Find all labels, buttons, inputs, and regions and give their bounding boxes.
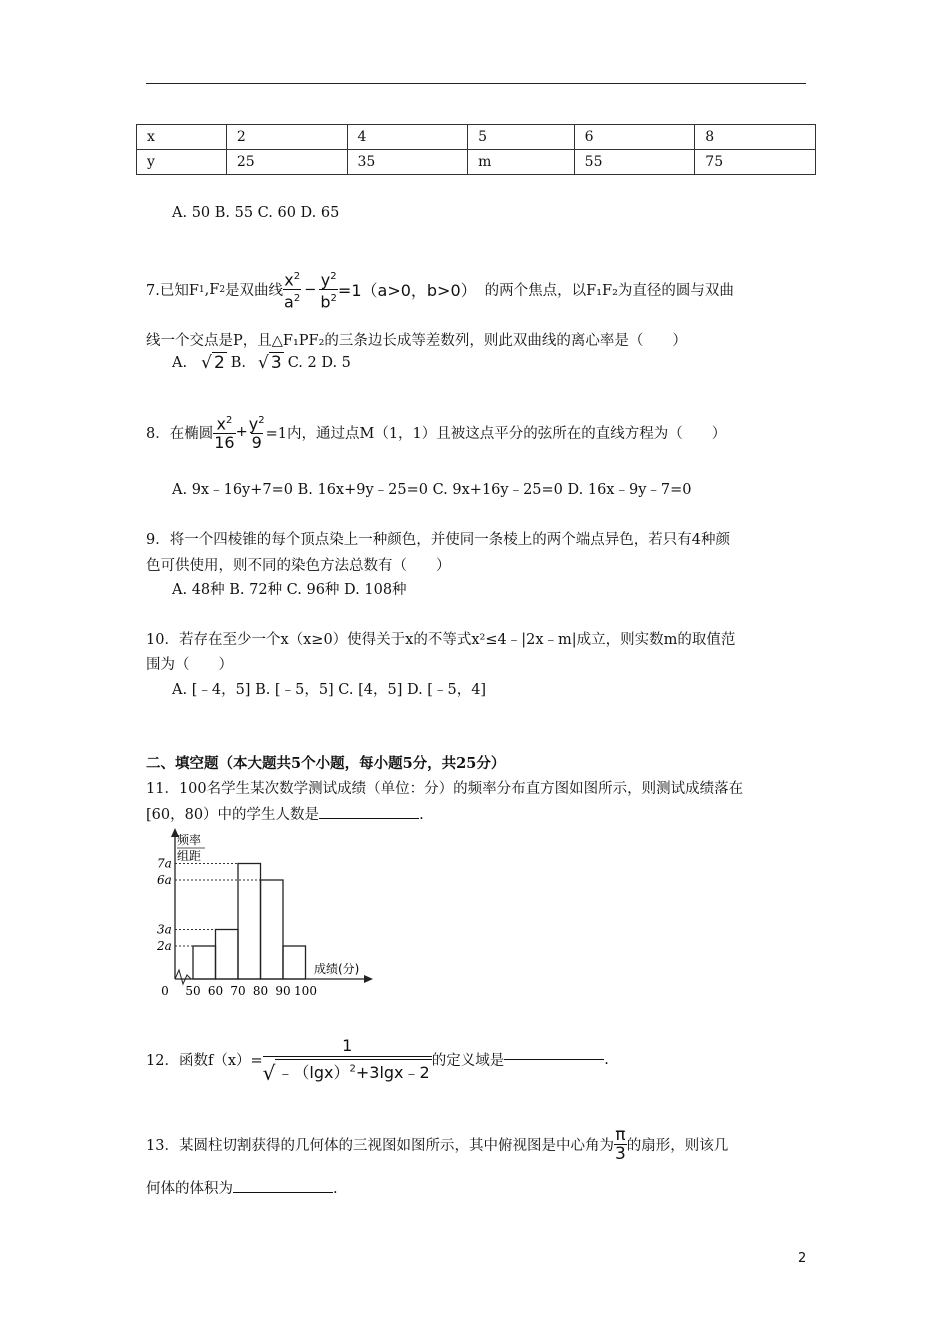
table-cell: 2 bbox=[226, 125, 347, 150]
x-tick-label: 70 bbox=[230, 984, 246, 998]
q7-frac1-num: x bbox=[284, 270, 294, 290]
table-header-x: x bbox=[137, 125, 227, 150]
q8-frac1-num: x bbox=[216, 414, 226, 434]
table-row bbox=[137, 150, 816, 175]
section-title: 二、填空题（本大题共5个小题，每小题5分，共25分） bbox=[146, 755, 506, 772]
q7-exp: 2 bbox=[330, 293, 337, 305]
q13-line2 bbox=[146, 1177, 338, 1198]
q12-prefix: 12．函数f（x）= bbox=[146, 1053, 263, 1069]
q8-prefix: 8．在椭圆 bbox=[146, 425, 214, 442]
q9-line2: 色可供使用，则不同的染色方法总数有（ ） bbox=[146, 558, 451, 574]
x-tick-label: 50 bbox=[185, 984, 201, 998]
q13-line2-prefix: 何体的体积为 bbox=[146, 1181, 233, 1197]
q12-fraction bbox=[263, 1036, 432, 1083]
q7-prefix: 7.已知F bbox=[146, 283, 199, 300]
y-tick-label: 6a bbox=[157, 873, 172, 887]
q12-numerator: 1 bbox=[342, 1036, 353, 1055]
table-cell: 75 bbox=[695, 150, 816, 175]
q7-exp: 2 bbox=[330, 271, 337, 282]
q13-frac-num: π bbox=[615, 1125, 626, 1145]
q13-suffix: 的扇形，则该几 bbox=[626, 1138, 729, 1154]
q7-f1-sub: 1 bbox=[198, 284, 205, 295]
q7-option-rest: C. 2 D. 5 bbox=[287, 354, 351, 371]
q13-line2-suffix: . bbox=[333, 1181, 338, 1197]
table-cell: 6 bbox=[574, 125, 695, 150]
q8-suffix: =1内，通过点M（1，1）且被这点平分的弦所在的直线方程为（ ） bbox=[265, 425, 727, 442]
q8-line1 bbox=[146, 412, 726, 452]
q9-options: A. 48种 B. 72种 C. 96种 D. 108种 bbox=[172, 582, 407, 598]
q7-frac1-den: a bbox=[284, 292, 294, 312]
q7-line1 bbox=[146, 268, 734, 312]
q10-line2: 围为（ ） bbox=[146, 657, 233, 673]
q12-line bbox=[146, 1036, 609, 1083]
table-row bbox=[137, 125, 816, 150]
q7-condition: =1（a>0，b>0） bbox=[337, 281, 477, 301]
q7-minus: − bbox=[304, 281, 317, 298]
q8-exp: 2 bbox=[258, 415, 265, 426]
table-header-y: y bbox=[137, 150, 227, 175]
q8-plus: + bbox=[235, 424, 248, 441]
table-cell: 8 bbox=[695, 125, 816, 150]
q7-suffix: 的两个焦点，以F₁F₂为直径的圆与双曲 bbox=[484, 283, 734, 300]
q7-options bbox=[172, 352, 351, 373]
x-tick-label: 90 bbox=[275, 984, 291, 998]
histogram-chart bbox=[145, 828, 395, 1000]
table-cell: 5 bbox=[468, 125, 575, 150]
y-tick-label: 3a bbox=[157, 922, 172, 937]
q8-fraction-x bbox=[213, 412, 235, 452]
q10-line1: 10．若存在至少一个x（x≥0）使得关于x的不等式x²≤4﹣|2x﹣m|成立，则实数m的取值范 bbox=[146, 632, 736, 648]
q8-fraction-y bbox=[248, 412, 266, 452]
table-cell: 35 bbox=[347, 150, 468, 175]
q7-line2: 线一个交点是P，且△F₁PF₂的三条边长成等差数列，则此双曲线的离心率是（ ） bbox=[146, 333, 687, 349]
xy-table bbox=[136, 124, 816, 175]
q7-fraction-x bbox=[283, 268, 301, 312]
y-tick-label: 2a bbox=[157, 939, 172, 953]
histogram-bar bbox=[283, 946, 306, 979]
q7-exp: 2 bbox=[293, 293, 301, 305]
q7-exp: 2 bbox=[293, 271, 301, 282]
histogram-bar bbox=[261, 880, 284, 979]
x-tick-label: 80 bbox=[252, 984, 269, 998]
q11-line2-suffix: . bbox=[419, 807, 424, 823]
table-cell: m bbox=[468, 150, 575, 175]
x-tick-label: 60 bbox=[207, 984, 224, 998]
q11-line2 bbox=[146, 803, 424, 824]
sqrt-icon: √ bbox=[262, 1061, 276, 1085]
q8-exp: 2 bbox=[225, 415, 233, 426]
q8-frac2-num: y bbox=[248, 414, 259, 434]
q12-suffix: 的定义域是 bbox=[431, 1053, 505, 1069]
q7-radicand-b: 3 bbox=[270, 353, 282, 373]
q13-frac-den: 3 bbox=[614, 1144, 626, 1164]
answer-blank[interactable] bbox=[233, 1192, 333, 1193]
q8-options: A. 9x﹣16y+7=0 B. 16x+9y﹣25=0 C. 9x+16y﹣25=0 D. 16x﹣9y﹣7=0 bbox=[172, 482, 692, 498]
q10-options: A. [﹣4，5] B. [﹣5，5] C. [4，5] D. [﹣5，4] bbox=[172, 682, 487, 698]
q7-frac2-den: b bbox=[320, 292, 331, 312]
q7-frac2-num: y bbox=[320, 270, 331, 290]
histogram-group bbox=[156, 828, 373, 998]
header-rule bbox=[146, 83, 806, 84]
x-axis-arrow-icon bbox=[364, 975, 373, 983]
q12-radicand-b: +3lgx﹣2 bbox=[355, 1063, 430, 1082]
q11-line1: 11．100名学生某次数学测试成绩（单位：分）的频率分布直方图如图所示，则测试成绩落在 bbox=[146, 781, 744, 797]
q8-frac2-den: 9 bbox=[251, 433, 262, 453]
q8-frac1-den: 16 bbox=[214, 433, 235, 453]
q13-prefix: 13．某圆柱切割获得的几何体的三视图如图所示，其中俯视图是中心角为 bbox=[146, 1138, 614, 1154]
page-number: 2 bbox=[798, 1251, 807, 1266]
sqrt-2: √ 2 bbox=[201, 353, 225, 373]
y-tick-label: 7a bbox=[157, 856, 172, 871]
q7-mid1: ,F bbox=[204, 281, 220, 298]
q12-radicand-exp: 2 bbox=[349, 1063, 356, 1075]
answer-blank[interactable] bbox=[504, 1059, 604, 1060]
table-cell: 25 bbox=[226, 150, 347, 175]
q12-denominator bbox=[263, 1056, 432, 1083]
q7-option-b: B. bbox=[230, 354, 247, 371]
answer-blank[interactable] bbox=[319, 818, 419, 819]
q12-period: . bbox=[604, 1051, 609, 1068]
q7-option-a: A. bbox=[172, 354, 188, 371]
sqrt-3: √ 3 bbox=[258, 353, 282, 373]
table-cell: 4 bbox=[347, 125, 468, 150]
q13-line1 bbox=[146, 1126, 728, 1163]
histogram-bar bbox=[238, 864, 261, 980]
q6-options: A. 50 B. 55 C. 60 D. 65 bbox=[172, 205, 340, 221]
y-axis-label: 组距 bbox=[177, 849, 202, 863]
q12-radicand bbox=[275, 1059, 431, 1083]
x-axis-label: 成绩(分) bbox=[314, 962, 360, 976]
q13-fraction bbox=[614, 1126, 627, 1163]
q12-radicand-a: ﹣（lgx） bbox=[277, 1063, 350, 1082]
q7-radicand-a: 2 bbox=[213, 353, 225, 373]
histogram-bar bbox=[216, 930, 239, 980]
axis-break-icon bbox=[175, 970, 191, 984]
q7-f2-sub: 2 bbox=[219, 284, 226, 295]
q11-line2-prefix: [60，80）中的学生人数是 bbox=[146, 807, 320, 823]
q7-fraction-y bbox=[319, 268, 338, 312]
x-tick-label: 0 bbox=[161, 984, 169, 998]
q7-mid2: 是双曲线 bbox=[225, 283, 284, 300]
y-axis-label: 频率 bbox=[177, 833, 202, 847]
q9-line1: 9．将一个四棱锥的每个顶点染上一种颜色，并使同一条棱上的两个端点异色，若只有4种颜 bbox=[146, 532, 730, 548]
table-cell: 55 bbox=[574, 150, 695, 175]
histogram-bar bbox=[193, 946, 216, 979]
x-tick-label: 100 bbox=[294, 984, 317, 998]
